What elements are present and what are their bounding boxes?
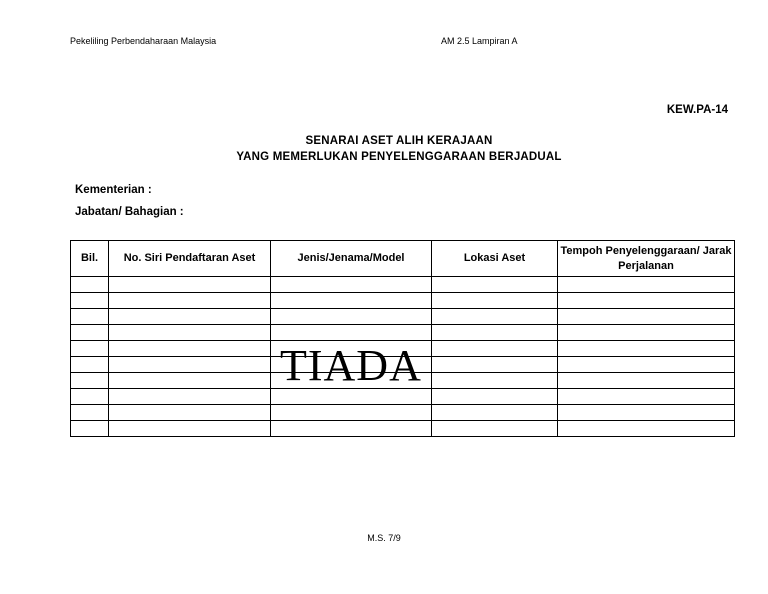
table-cell [109, 277, 271, 293]
table-cell [271, 421, 432, 437]
page-number: M.S. 7/9 [367, 533, 401, 543]
column-header-maintenance-period [558, 241, 735, 277]
table-cell [432, 293, 558, 309]
ministry-label: Kementerian : [75, 184, 152, 196]
table-cell [109, 373, 271, 389]
table-cell [558, 277, 735, 293]
table-row [71, 405, 735, 421]
table-cell [432, 405, 558, 421]
table-cell [271, 405, 432, 421]
table-cell [558, 389, 735, 405]
table-cell [432, 277, 558, 293]
table-cell [558, 325, 735, 341]
table-header-row [71, 241, 735, 277]
table-cell [71, 293, 109, 309]
header-document-reference: Pekeliling Perbendaharaan Malaysia [70, 36, 217, 46]
table-cell [558, 373, 735, 389]
asset-table [70, 240, 735, 437]
table-cell [432, 373, 558, 389]
form-title-line-2: YANG MEMERLUKAN PENYELENGGARAAN BERJADUAL [236, 151, 562, 163]
table-cell [432, 325, 558, 341]
table-cell [71, 277, 109, 293]
table-cell [109, 293, 271, 309]
table-row [71, 309, 735, 325]
table-cell [71, 405, 109, 421]
table-cell [558, 341, 735, 357]
table-cell [432, 421, 558, 437]
header-appendix-reference: AM 2.5 Lampiran A [441, 36, 518, 46]
table-cell [71, 421, 109, 437]
maintenance-period-header-text: Tempoh Penyelenggaraan/ Jarak Perjalanan [560, 244, 732, 272]
column-header-number: Bil. [71, 241, 109, 277]
table-cell [432, 357, 558, 373]
column-header-type-brand-model: Jenis/Jenama/Model [271, 241, 432, 277]
table-cell [71, 389, 109, 405]
table-cell [271, 293, 432, 309]
form-code: KEW.PA-14 [666, 104, 728, 116]
form-title-line-1: SENARAI ASET ALIH KERAJAAN [305, 135, 493, 147]
table-cell [71, 341, 109, 357]
table-cell [71, 357, 109, 373]
table-row [71, 421, 735, 437]
table-cell [71, 325, 109, 341]
table-cell [109, 309, 271, 325]
table-cell [558, 293, 735, 309]
table-cell [109, 357, 271, 373]
table-cell [558, 421, 735, 437]
table-cell [432, 389, 558, 405]
table-row [71, 293, 735, 309]
table-cell [71, 373, 109, 389]
table-cell [109, 389, 271, 405]
table-cell [271, 277, 432, 293]
table-cell [271, 325, 432, 341]
table-cell [109, 405, 271, 421]
table-cell [558, 405, 735, 421]
department-label: Jabatan/ Bahagian : [75, 206, 184, 218]
table-cell [109, 325, 271, 341]
table-row [71, 277, 735, 293]
table-cell [432, 309, 558, 325]
table-cell [558, 357, 735, 373]
column-header-serial-number: No. Siri Pendaftaran Aset [109, 241, 271, 277]
table-row [71, 325, 735, 341]
table-cell [109, 341, 271, 357]
table-cell [271, 309, 432, 325]
table-cell [432, 341, 558, 357]
table-cell [71, 309, 109, 325]
tiada-stamp: TIADA [280, 341, 422, 390]
table-cell [558, 309, 735, 325]
column-header-location: Lokasi Aset [432, 241, 558, 277]
table-cell [109, 421, 271, 437]
